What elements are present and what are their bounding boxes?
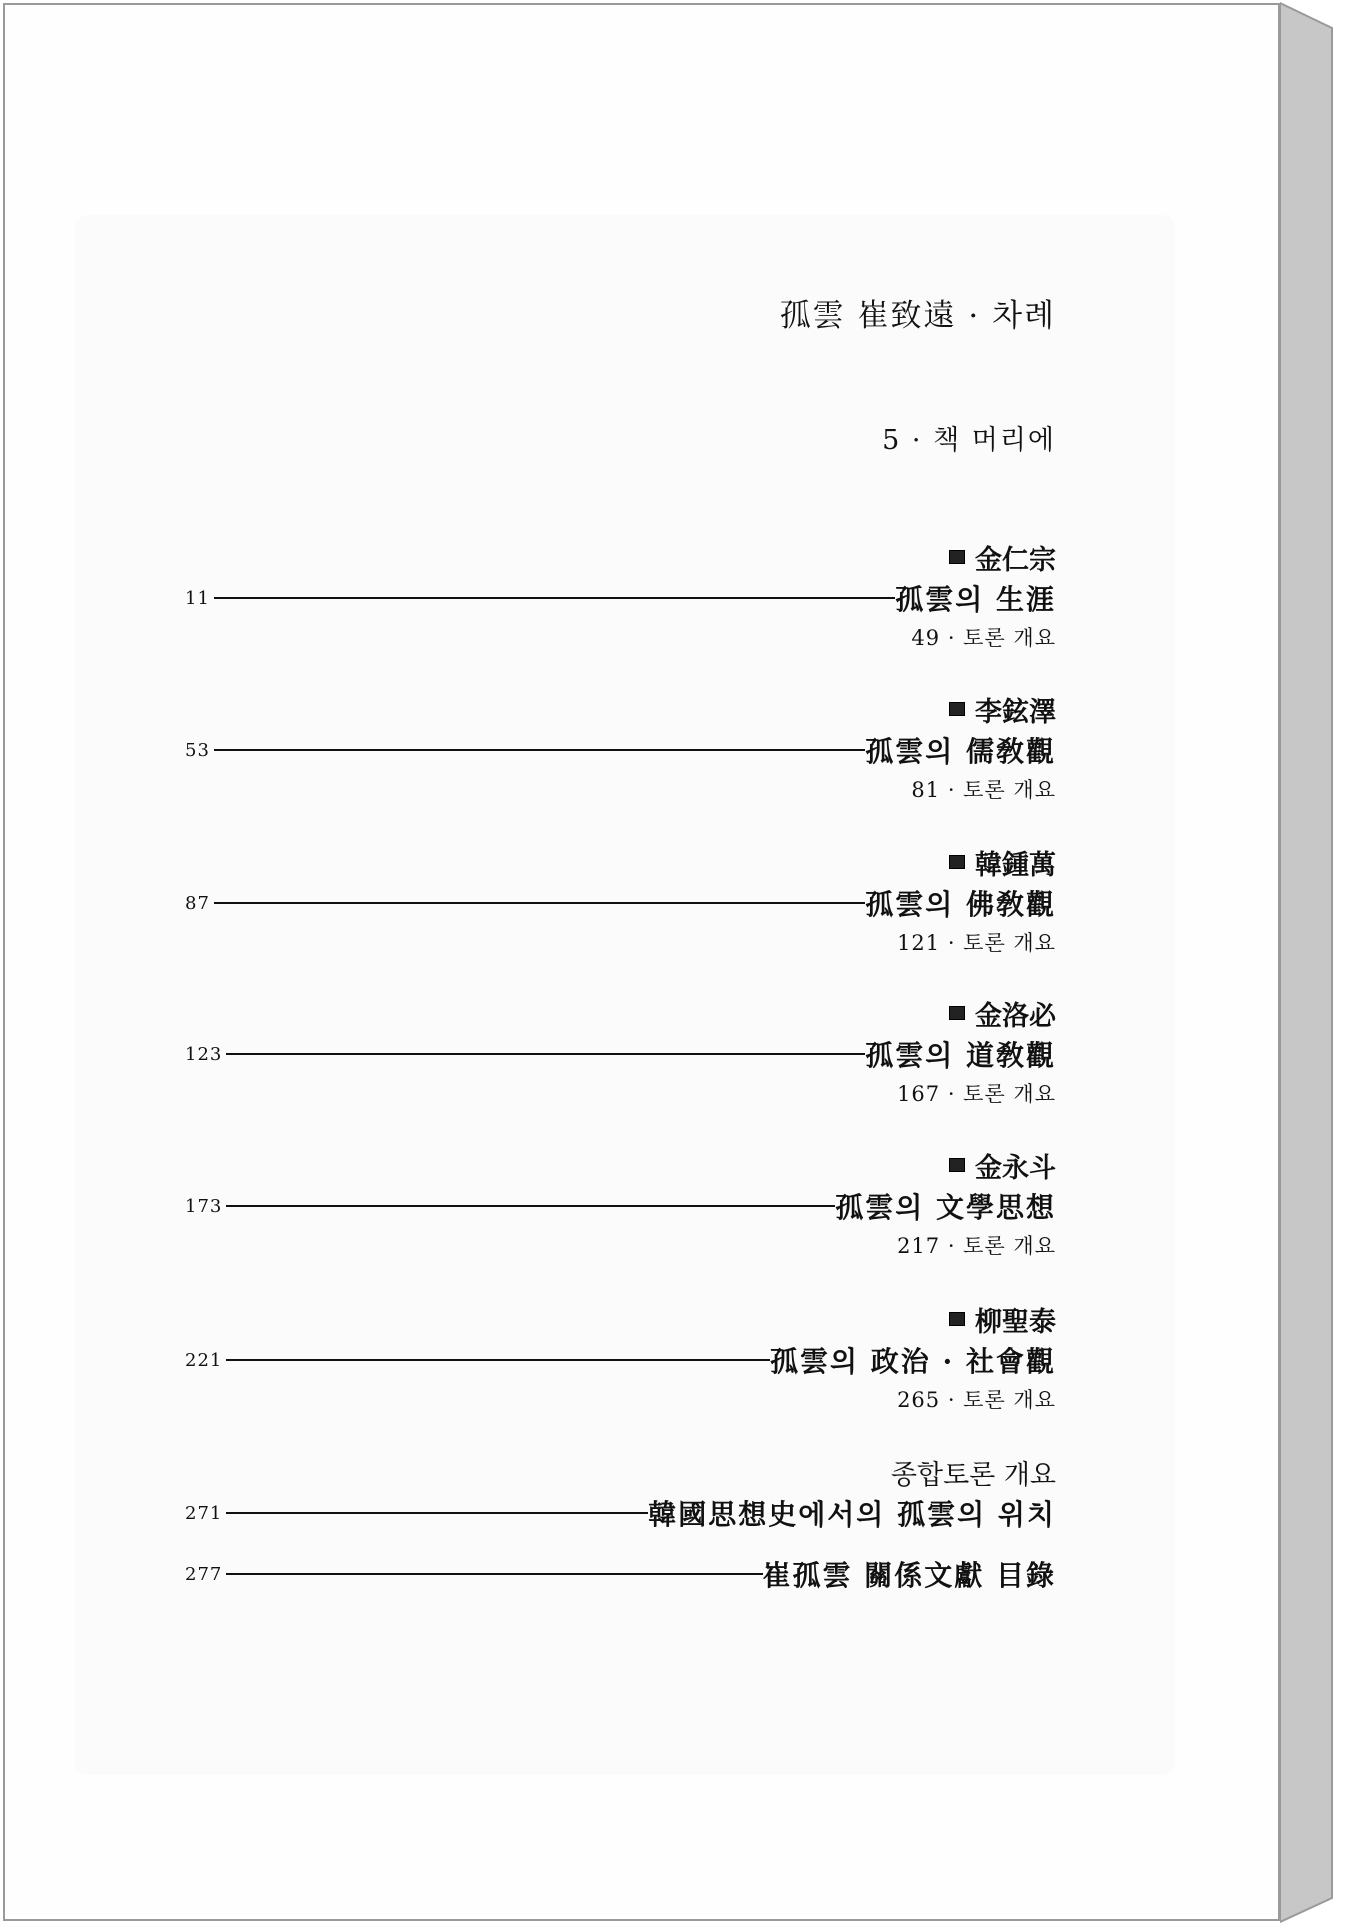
toc-entry-row[interactable] xyxy=(185,1188,1056,1224)
toc-page xyxy=(3,3,1280,1921)
dot-leader xyxy=(214,749,865,751)
section-marker-icon xyxy=(949,1158,965,1172)
toc-entry-row[interactable] xyxy=(185,1556,1056,1592)
summary-heading: 종합토론 개요 xyxy=(890,1459,1056,1491)
dot-leader xyxy=(226,1512,648,1514)
dot-leader xyxy=(226,1053,865,1055)
dot-leader xyxy=(214,902,865,904)
page-number: 173 xyxy=(185,1195,223,1217)
page-title: 孤雲 崔致遠 · 차례 xyxy=(779,298,1056,334)
discussion-entry: 121 · 토론 개요 xyxy=(897,931,1056,955)
author-name xyxy=(949,845,1056,879)
dot-leader xyxy=(226,1205,835,1207)
page-number: 277 xyxy=(185,1563,223,1585)
toc-entry-row[interactable] xyxy=(185,580,1056,616)
author-label: 金洛必 xyxy=(975,1000,1056,1032)
chapter-title: 孤雲의 文學思想 xyxy=(835,1191,1056,1224)
author-label: 金仁宗 xyxy=(975,544,1056,576)
section-marker-icon xyxy=(949,855,965,869)
author-name xyxy=(949,692,1056,726)
chapter-title: 孤雲의 道敎觀 xyxy=(865,1039,1056,1072)
discussion-entry: 217 · 토론 개요 xyxy=(897,1234,1056,1258)
chapter-title: 崔孤雲 關係文獻 目錄 xyxy=(762,1559,1056,1592)
author-label: 韓鍾萬 xyxy=(975,849,1056,881)
toc-entry-row[interactable] xyxy=(185,1495,1056,1531)
dot-leader xyxy=(214,597,895,599)
dot-leader xyxy=(226,1359,770,1361)
author-label: 金永斗 xyxy=(975,1152,1056,1184)
section-marker-icon xyxy=(949,1006,965,1020)
page-number: 11 xyxy=(185,587,210,609)
author-name xyxy=(949,1302,1056,1336)
toc-entry-row[interactable] xyxy=(185,885,1056,921)
toc-entry-row[interactable] xyxy=(185,1342,1056,1378)
section-marker-icon xyxy=(949,1312,965,1326)
toc-entry-row[interactable] xyxy=(185,732,1056,768)
chapter-title: 孤雲의 生涯 xyxy=(895,583,1056,616)
page-number: 123 xyxy=(185,1043,223,1065)
chapter-title: 孤雲의 政治 · 社會觀 xyxy=(769,1345,1056,1378)
toc-entry-row[interactable] xyxy=(185,1036,1056,1072)
page-number: 221 xyxy=(185,1349,223,1371)
book-spine-edge xyxy=(1280,0,1349,1926)
author-label: 李鉉澤 xyxy=(975,696,1056,728)
author-name xyxy=(949,996,1056,1030)
author-label: 柳聖泰 xyxy=(975,1306,1056,1338)
section-marker-icon xyxy=(949,550,965,564)
section-marker-icon xyxy=(949,702,965,716)
chapter-title: 孤雲의 佛敎觀 xyxy=(865,888,1056,921)
dot-leader xyxy=(226,1573,762,1575)
author-name xyxy=(949,540,1056,574)
discussion-entry: 167 · 토론 개요 xyxy=(897,1082,1056,1106)
page-number: 53 xyxy=(185,739,210,761)
discussion-entry: 81 · 토론 개요 xyxy=(911,778,1056,802)
preface-entry: 5 · 책 머리에 xyxy=(882,425,1056,456)
author-name xyxy=(949,1148,1056,1182)
chapter-title: 韓國思想史에서의 孤雲의 위치 xyxy=(648,1498,1056,1531)
chapter-title: 孤雲의 儒敎觀 xyxy=(865,735,1056,768)
page-number: 271 xyxy=(185,1502,223,1524)
discussion-entry: 49 · 토론 개요 xyxy=(911,626,1056,650)
page-number: 87 xyxy=(185,892,210,914)
discussion-entry: 265 · 토론 개요 xyxy=(897,1388,1056,1412)
